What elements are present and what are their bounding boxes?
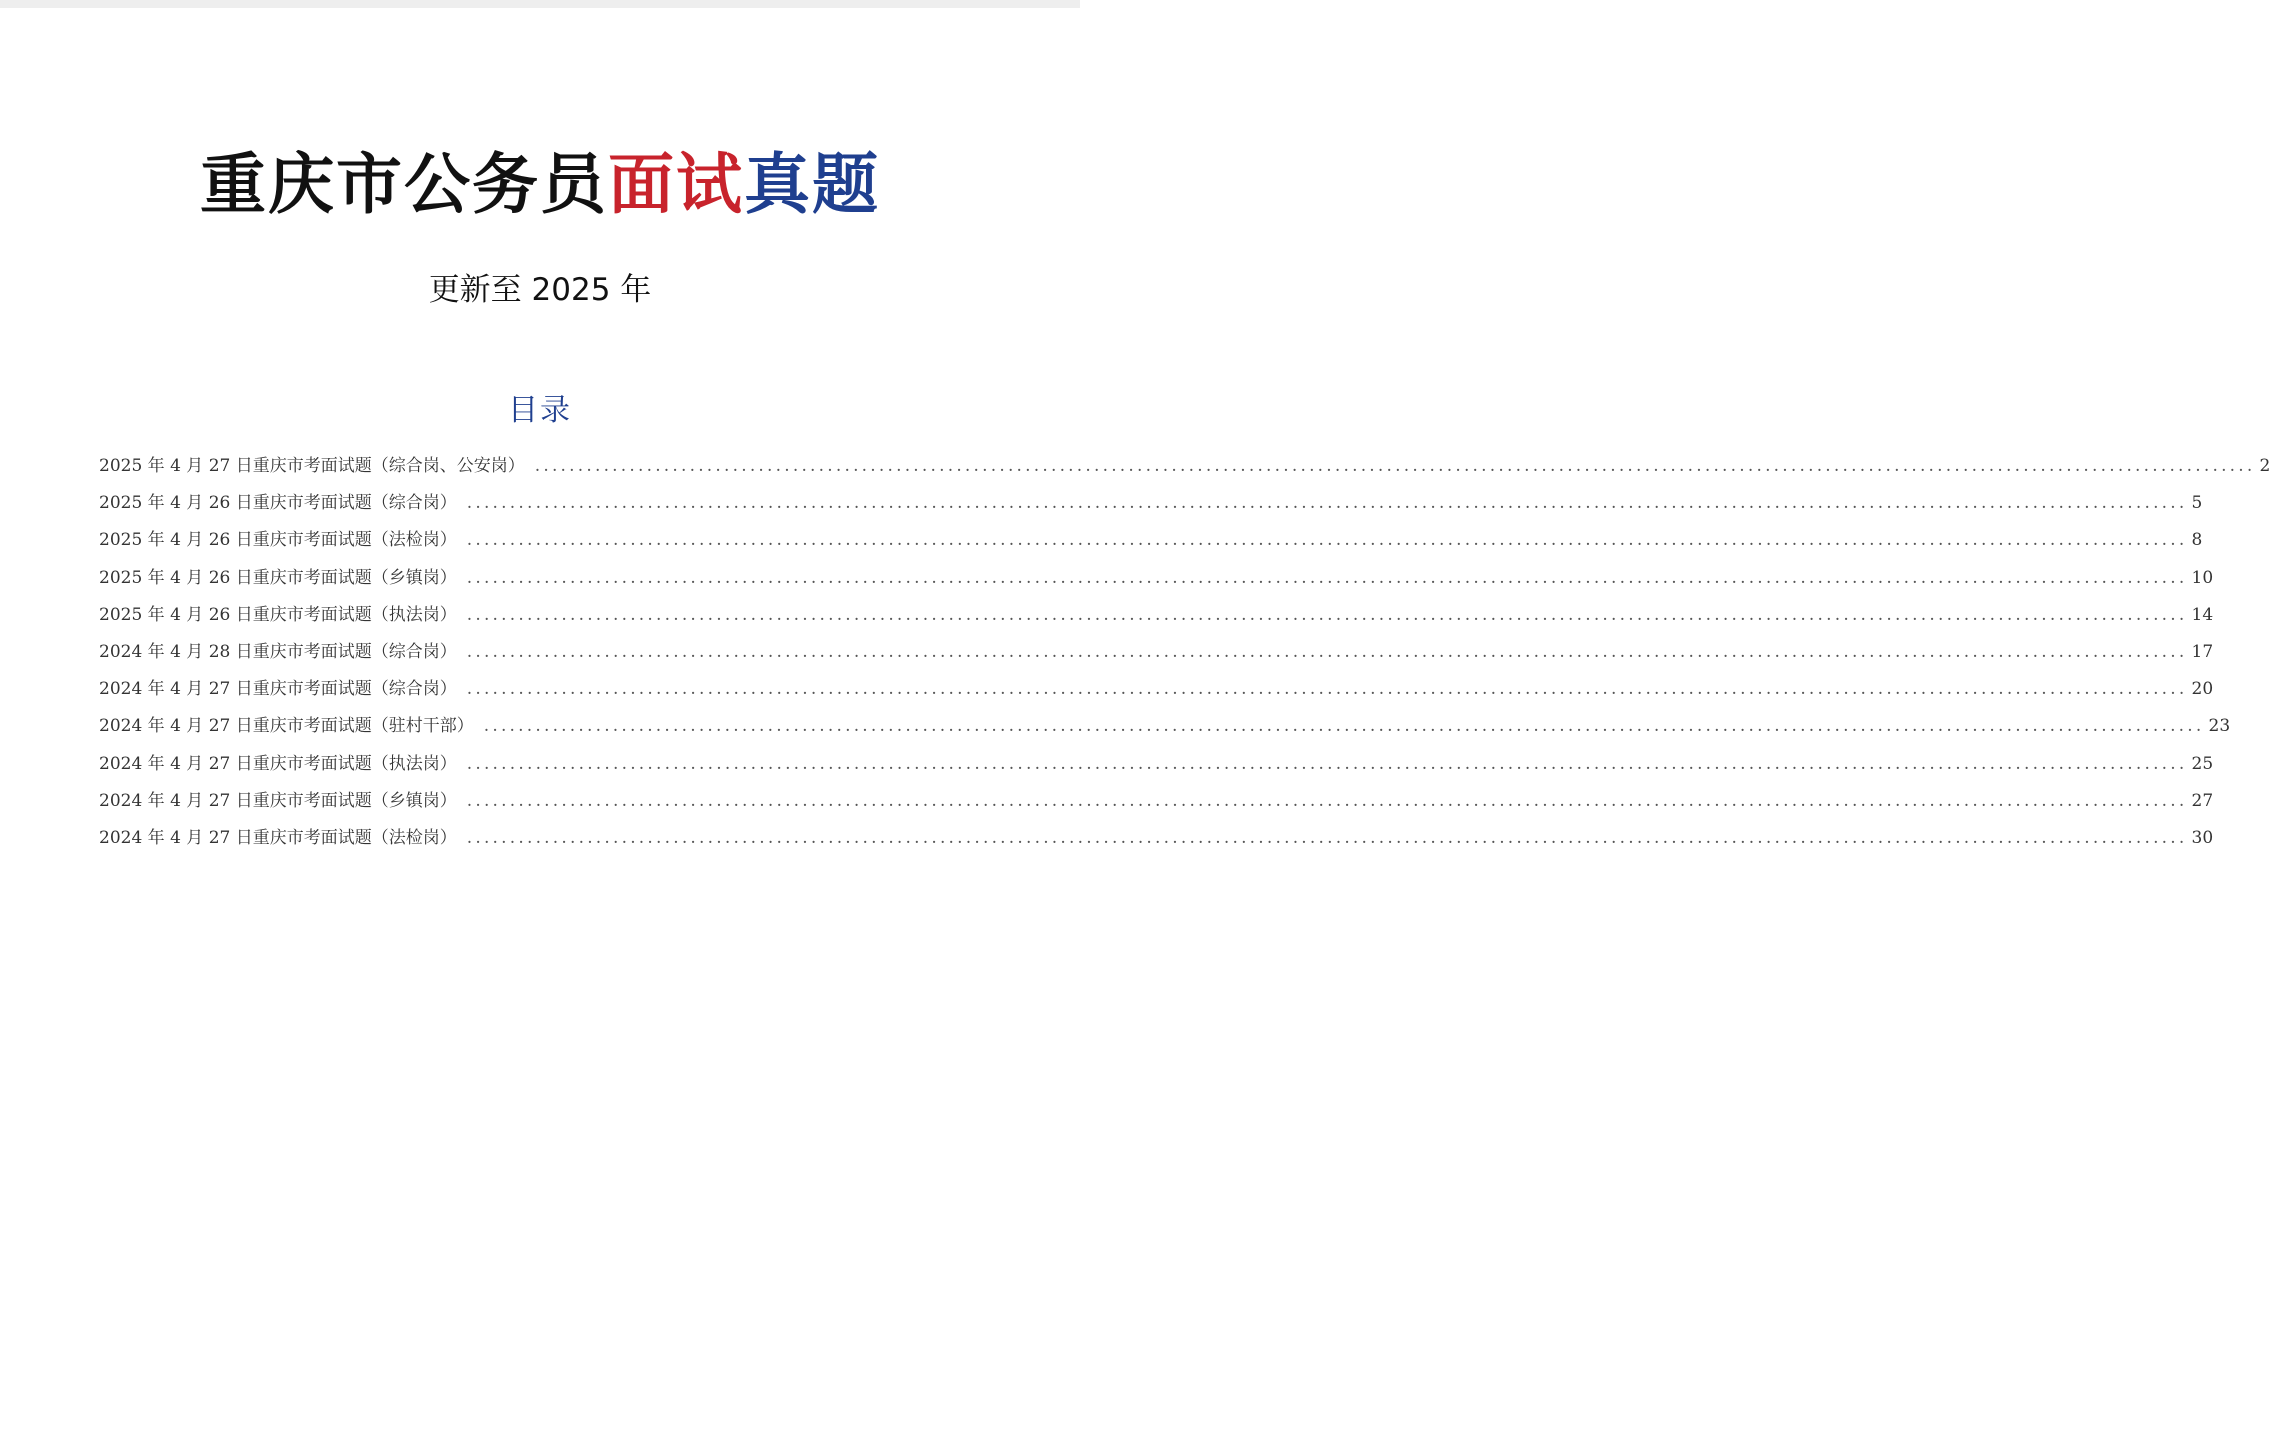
toc-entry-title: 2024 年 4 月 28 日重庆市考面试题（综合岗） xyxy=(99,641,457,662)
toc-leader-dots: ........................................................................................................................................................................................................ xyxy=(466,604,2188,625)
toc-leader-dots: ........................................................................................................................................................................................................ xyxy=(466,567,2188,588)
toc-leader-dots: ........................................................................................................................................................................................................ xyxy=(534,456,2256,476)
toc-entry-title: 2025 年 4 月 26 日重庆市考面试题（综合岗） xyxy=(99,493,457,514)
toc-entry-title: 2024 年 4 月 27 日重庆市考面试题（法检岗） xyxy=(99,827,457,848)
toc-entry-page: 5 xyxy=(2191,493,2203,514)
table-of-contents xyxy=(99,448,2270,857)
toc-entry[interactable] xyxy=(99,746,2214,783)
toc-entry-page: 25 xyxy=(2191,753,2214,774)
toc-entry-title: 2025 年 4 月 26 日重庆市考面试题（执法岗） xyxy=(99,604,457,625)
toc-entry[interactable] xyxy=(99,708,2231,745)
toc-entry[interactable] xyxy=(99,783,2214,820)
toc-entry-page: 20 xyxy=(2191,679,2214,700)
title-part-red: 面试 xyxy=(608,146,744,223)
document-title xyxy=(0,140,1080,230)
document-subtitle: 更新至 2025 年 xyxy=(428,272,652,308)
toc-entry[interactable] xyxy=(99,671,2214,708)
toc-leader-dots: ........................................................................................................................................................................................................ xyxy=(466,790,2188,811)
toc-entry-page: 14 xyxy=(2191,604,2214,625)
toc-entry-title: 2025 年 4 月 26 日重庆市考面试题（乡镇岗） xyxy=(99,567,457,588)
toc-entry-page: 30 xyxy=(2191,827,2214,848)
toc-entry-page: 23 xyxy=(2208,716,2231,737)
toc-leader-dots: ........................................................................................................................................................................................................ xyxy=(483,716,2205,737)
title-part-blue: 真题 xyxy=(744,146,880,223)
toc-leader-dots: ........................................................................................................................................................................................................ xyxy=(466,753,2188,774)
toc-entry[interactable] xyxy=(99,448,2270,485)
toc-entry-page: 27 xyxy=(2191,790,2214,811)
toc-entry-page: 2 xyxy=(2259,456,2270,476)
title-part-black: 重庆市公务员 xyxy=(200,146,608,223)
toc-entry-page: 10 xyxy=(2191,567,2214,588)
toc-leader-dots: ........................................................................................................................................................................................................ xyxy=(466,827,2188,848)
toc-heading: 目录 xyxy=(508,393,572,428)
toc-leader-dots: ........................................................................................................................................................................................................ xyxy=(466,493,2188,514)
toc-entry[interactable] xyxy=(99,597,2214,634)
toc-entry-title: 2024 年 4 月 27 日重庆市考面试题（综合岗） xyxy=(99,679,457,700)
toc-entry[interactable] xyxy=(99,820,2214,857)
toc-entry-title: 2024 年 4 月 27 日重庆市考面试题（执法岗） xyxy=(99,753,457,774)
toc-entry-title: 2024 年 4 月 27 日重庆市考面试题（乡镇岗） xyxy=(99,790,457,811)
toc-leader-dots: ........................................................................................................................................................................................................ xyxy=(466,679,2188,700)
toc-entry[interactable] xyxy=(99,522,2203,559)
toc-entry[interactable] xyxy=(99,485,2203,522)
toc-entry-page: 8 xyxy=(2191,530,2203,551)
toc-leader-dots: ........................................................................................................................................................................................................ xyxy=(466,530,2188,551)
toc-entry-title: 2024 年 4 月 27 日重庆市考面试题（驻村干部） xyxy=(99,716,474,737)
toc-entry-title: 2025 年 4 月 27 日重庆市考面试题（综合岗、公安岗） xyxy=(99,456,525,476)
toc-leader-dots: ........................................................................................................................................................................................................ xyxy=(466,641,2188,662)
toc-entry-page: 17 xyxy=(2191,641,2214,662)
toc-entry[interactable] xyxy=(99,634,2214,671)
toc-entry-title: 2025 年 4 月 26 日重庆市考面试题（法检岗） xyxy=(99,530,457,551)
top-strip xyxy=(0,0,1080,8)
toc-entry[interactable] xyxy=(99,560,2214,597)
